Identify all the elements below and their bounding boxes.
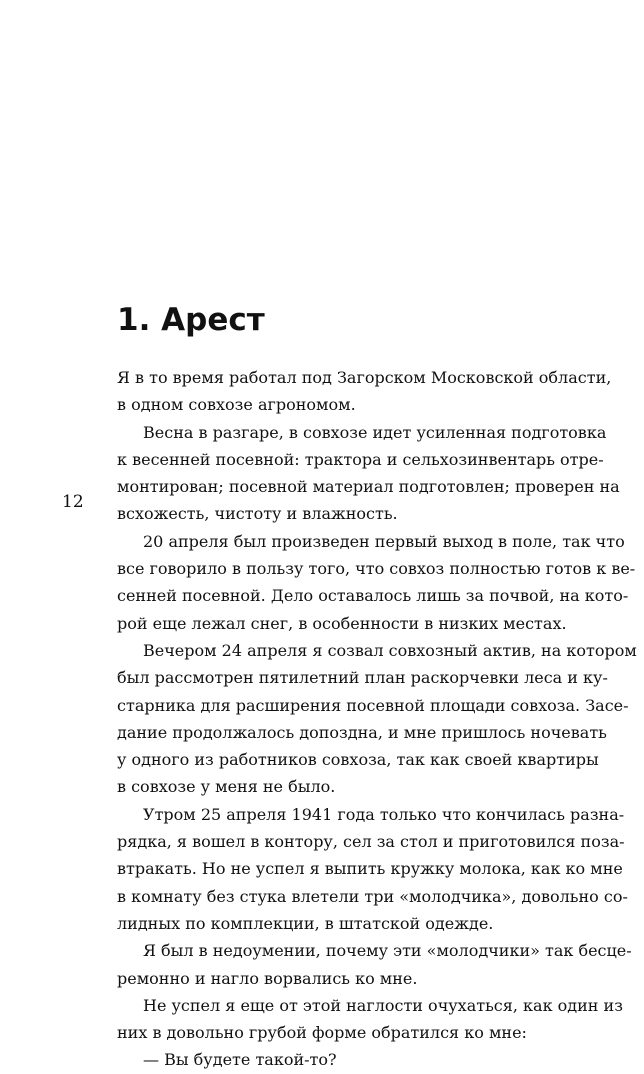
body-text: [117, 364, 637, 1074]
text-line: Утром 25 апреля 1941 года только что кончилась разна-: [143, 804, 625, 824]
text-line: Не успел я еще от этой наглости очухаться, как один из: [143, 995, 623, 1015]
text-line: к весенней посевной: трактора и сельхозинвентарь отре-: [117, 449, 604, 469]
text-line: монтирован; посевной материал подготовлен; проверен на: [117, 477, 620, 497]
text-line: ремонно и нагло ворвались ко мне.: [117, 968, 418, 988]
text-line: все говорило в пользу того, что совхоз полностью готов к ве-: [117, 559, 636, 579]
text-line: был рассмотрен пятилетний план раскорчевки леса и ку-: [117, 668, 608, 688]
text-line: в одном совхозе агрономом.: [117, 395, 356, 415]
text-line: в комнату без стука влетели три «молодчика», довольно со-: [117, 886, 628, 906]
text-line: Я в то время работал под Загорском Московской области,: [117, 368, 612, 387]
text-line: дание продолжалось допоздна, и мне пришлось ночевать: [117, 722, 607, 742]
text-line: рой еще лежал снег, в особенности в низких местах.: [117, 613, 567, 633]
text-line: в совхозе у меня не было.: [117, 777, 336, 797]
text-line: них в довольно грубой форме обратился ко мне:: [117, 1023, 527, 1043]
text-line: рядка, я вошел в контору, сел за стол и приготовился поза-: [117, 832, 625, 852]
text-line: старника для расширения посевной площади совхоза. Засе-: [117, 695, 629, 715]
text-line: лидных по комплекции, в штатской одежде.: [117, 913, 494, 933]
text-line: втракать. Но не успел я выпить кружку молока, как ко мне: [117, 859, 623, 879]
text-line: Вечером 24 апреля я созвал совхозный актив, на котором: [143, 640, 637, 660]
text-line: у одного из работников совхоза, так как своей квартиры: [117, 750, 599, 770]
chapter-title: 1. Арест: [117, 302, 265, 338]
text-line: 20 апреля был произведен первый выход в поле, так что: [143, 531, 625, 551]
text-line: Весна в разгаре, в совхозе идет усиленная подготовка: [143, 422, 607, 442]
text-line: — Вы будете такой-то?: [143, 1050, 337, 1070]
text-line: всхожесть, чистоту и влажность.: [117, 504, 398, 524]
page-number: 12: [62, 492, 84, 512]
text-line: Я был в недоумении, почему эти «молодчики» так бесце-: [143, 941, 632, 961]
text-line: сенней посевной. Дело оставалось лишь за почвой, на кото-: [117, 586, 629, 606]
